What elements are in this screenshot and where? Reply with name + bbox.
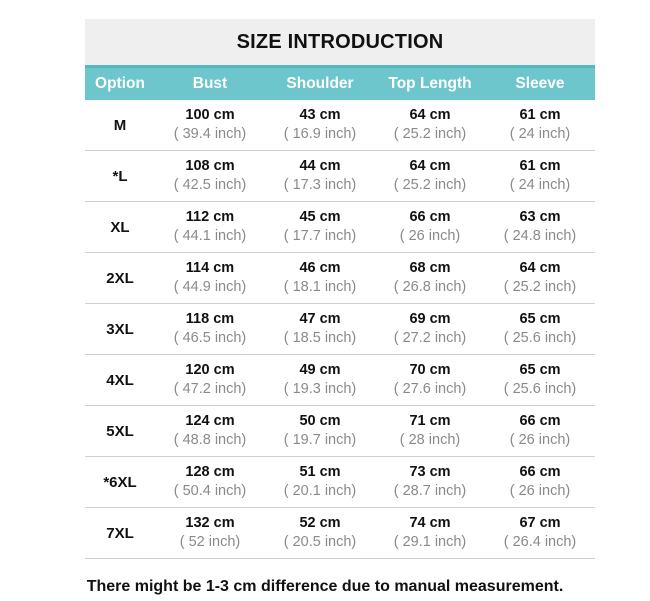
- header-top-length: Top Length: [388, 75, 472, 92]
- shoulder-cm-value: 46 cm: [299, 260, 341, 276]
- length-cm-value: 74 cm: [409, 515, 451, 531]
- table-row: [85, 202, 595, 253]
- cell-length: [375, 100, 485, 150]
- length-cm-value: 66 cm: [409, 209, 451, 225]
- size-table-body: [85, 100, 595, 559]
- sleeve-cm-value: 64 cm: [519, 260, 561, 276]
- cell-shoulder: [265, 100, 375, 150]
- cell-length: [375, 202, 485, 252]
- cell-length: [375, 355, 485, 405]
- bust-cm-value: 108 cm: [185, 158, 235, 174]
- cell-sleeve: [485, 253, 595, 303]
- table-row: [85, 253, 595, 304]
- header-option: Option: [95, 75, 145, 92]
- table-row: [85, 508, 595, 559]
- sleeve-cm-value: 65 cm: [519, 362, 561, 378]
- sleeve-cm-value: 66 cm: [519, 464, 561, 480]
- size-table-header: [85, 65, 595, 100]
- length-inch-value: ( 29.1 inch): [393, 534, 467, 550]
- length-cm-value: 64 cm: [409, 158, 451, 174]
- shoulder-inch-value: ( 18.1 inch): [283, 279, 357, 295]
- sleeve-inch-value: ( 25.6 inch): [503, 381, 577, 397]
- cell-sleeve: [485, 355, 595, 405]
- length-inch-value: ( 25.2 inch): [393, 177, 467, 193]
- cell-sleeve: [485, 100, 595, 150]
- length-inch-value: ( 26 inch): [399, 228, 461, 244]
- cell-bust: [155, 304, 265, 354]
- sleeve-inch-value: ( 26 inch): [509, 483, 571, 499]
- sleeve-inch-value: ( 26 inch): [509, 432, 571, 448]
- shoulder-inch-value: ( 20.5 inch): [283, 534, 357, 550]
- cell-sleeve: [485, 508, 595, 558]
- cell-bust: [155, 355, 265, 405]
- bust-inch-value: ( 48.8 inch): [173, 432, 247, 448]
- bust-cm-value: 114 cm: [185, 260, 235, 276]
- table-row: [85, 457, 595, 508]
- bust-inch-value: ( 44.9 inch): [173, 279, 247, 295]
- sleeve-cm-value: 61 cm: [519, 107, 561, 123]
- cell-shoulder: [265, 355, 375, 405]
- cell-sleeve: [485, 202, 595, 252]
- length-cm-value: 69 cm: [409, 311, 451, 327]
- length-inch-value: ( 28 inch): [399, 432, 461, 448]
- bust-cm-value: 124 cm: [185, 413, 235, 429]
- cell-bust: [155, 508, 265, 558]
- measurement-note: There might be 1-3 cm difference due to manual measurement.: [86, 578, 564, 595]
- bust-inch-value: ( 47.2 inch): [173, 381, 247, 397]
- cell-shoulder: [265, 253, 375, 303]
- sleeve-cm-value: 67 cm: [519, 515, 561, 531]
- bust-cm-value: 100 cm: [185, 107, 235, 123]
- size-option: *6XL: [103, 473, 137, 491]
- cell-length: [375, 304, 485, 354]
- cell-sleeve: [485, 304, 595, 354]
- sleeve-cm-value: 61 cm: [519, 158, 561, 174]
- length-cm-value: 73 cm: [409, 464, 451, 480]
- size-option: 3XL: [106, 320, 134, 338]
- size-option: M: [113, 116, 127, 134]
- cell-bust: [155, 253, 265, 303]
- table-row: [85, 151, 595, 202]
- shoulder-cm-value: 51 cm: [299, 464, 341, 480]
- shoulder-inch-value: ( 20.1 inch): [283, 483, 357, 499]
- cell-bust: [155, 457, 265, 507]
- length-cm-value: 68 cm: [409, 260, 451, 276]
- shoulder-cm-value: 44 cm: [299, 158, 341, 174]
- bust-inch-value: ( 39.4 inch): [173, 126, 247, 142]
- cell-length: [375, 406, 485, 456]
- sleeve-inch-value: ( 25.6 inch): [503, 330, 577, 346]
- shoulder-inch-value: ( 18.5 inch): [283, 330, 357, 346]
- size-option: 4XL: [106, 371, 134, 389]
- length-inch-value: ( 27.6 inch): [393, 381, 467, 397]
- bust-inch-value: ( 46.5 inch): [173, 330, 247, 346]
- table-row: [85, 100, 595, 151]
- bust-inch-value: ( 44.1 inch): [173, 228, 247, 244]
- cell-length: [375, 508, 485, 558]
- sleeve-cm-value: 63 cm: [519, 209, 561, 225]
- shoulder-inch-value: ( 16.9 inch): [283, 126, 357, 142]
- bust-cm-value: 120 cm: [185, 362, 235, 378]
- shoulder-inch-value: ( 19.3 inch): [283, 381, 357, 397]
- length-cm-value: 71 cm: [409, 413, 451, 429]
- bust-cm-value: 132 cm: [185, 515, 235, 531]
- cell-bust: [155, 406, 265, 456]
- length-inch-value: ( 27.2 inch): [393, 330, 467, 346]
- size-option: 7XL: [106, 524, 134, 542]
- shoulder-cm-value: 50 cm: [299, 413, 341, 429]
- sleeve-inch-value: ( 26.4 inch): [503, 534, 577, 550]
- sleeve-inch-value: ( 24.8 inch): [503, 228, 577, 244]
- size-option: 5XL: [106, 422, 134, 440]
- size-table-title-bar: [85, 19, 595, 65]
- cell-bust: [155, 151, 265, 201]
- shoulder-cm-value: 47 cm: [299, 311, 341, 327]
- cell-bust: [155, 100, 265, 150]
- sleeve-inch-value: ( 24 inch): [509, 177, 571, 193]
- shoulder-inch-value: ( 19.7 inch): [283, 432, 357, 448]
- length-inch-value: ( 26.8 inch): [393, 279, 467, 295]
- bust-inch-value: ( 42.5 inch): [173, 177, 247, 193]
- cell-shoulder: [265, 304, 375, 354]
- length-cm-value: 64 cm: [409, 107, 451, 123]
- cell-bust: [155, 202, 265, 252]
- header-shoulder: Shoulder: [286, 75, 354, 92]
- shoulder-inch-value: ( 17.7 inch): [283, 228, 357, 244]
- header-sleeve: Sleeve: [515, 75, 565, 92]
- size-option: *L: [112, 167, 128, 185]
- bust-cm-value: 112 cm: [185, 209, 235, 225]
- bust-cm-value: 118 cm: [185, 311, 235, 327]
- length-inch-value: ( 25.2 inch): [393, 126, 467, 142]
- cell-shoulder: [265, 151, 375, 201]
- shoulder-cm-value: 43 cm: [299, 107, 341, 123]
- header-bust: Bust: [192, 75, 228, 92]
- table-row: [85, 304, 595, 355]
- length-inch-value: ( 28.7 inch): [393, 483, 467, 499]
- cell-shoulder: [265, 406, 375, 456]
- sleeve-inch-value: ( 25.2 inch): [503, 279, 577, 295]
- length-cm-value: 70 cm: [409, 362, 451, 378]
- cell-sleeve: [485, 457, 595, 507]
- cell-length: [375, 151, 485, 201]
- table-row: [85, 355, 595, 406]
- shoulder-cm-value: 49 cm: [299, 362, 341, 378]
- cell-shoulder: [265, 508, 375, 558]
- cell-length: [375, 253, 485, 303]
- bust-inch-value: ( 50.4 inch): [173, 483, 247, 499]
- bust-cm-value: 128 cm: [185, 464, 235, 480]
- cell-shoulder: [265, 457, 375, 507]
- size-option: 2XL: [106, 269, 134, 287]
- cell-shoulder: [265, 202, 375, 252]
- sleeve-cm-value: 65 cm: [519, 311, 561, 327]
- page-title: SIZE INTRODUCTION: [236, 30, 444, 53]
- shoulder-cm-value: 52 cm: [299, 515, 341, 531]
- cell-sleeve: [485, 151, 595, 201]
- bust-inch-value: ( 52 inch): [179, 534, 241, 550]
- size-option: XL: [110, 218, 130, 236]
- sleeve-cm-value: 66 cm: [519, 413, 561, 429]
- shoulder-inch-value: ( 17.3 inch): [283, 177, 357, 193]
- sleeve-inch-value: ( 24 inch): [509, 126, 571, 142]
- table-row: [85, 406, 595, 457]
- shoulder-cm-value: 45 cm: [299, 209, 341, 225]
- cell-sleeve: [485, 406, 595, 456]
- cell-length: [375, 457, 485, 507]
